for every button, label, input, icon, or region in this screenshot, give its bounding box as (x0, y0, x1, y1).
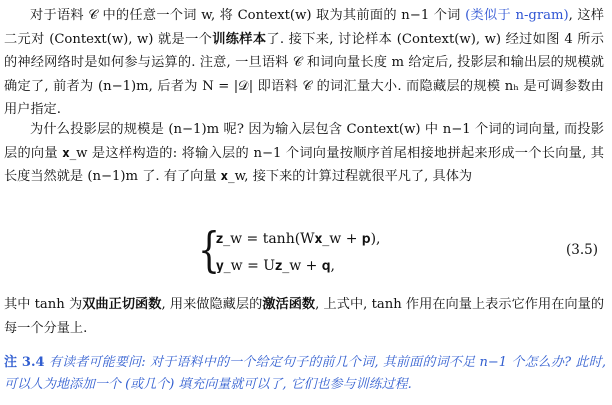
note-3-4 (4, 352, 606, 396)
paragraph-3-text-a: 其中 tanh 为 (4, 297, 83, 312)
note-label: 注 3.4 (4, 355, 45, 370)
paragraph-3-text-b: , 用来做隐藏层的 (161, 297, 263, 312)
ngram-reference-link[interactable]: (类似于 n-gram) (465, 8, 569, 23)
left-brace: { (198, 222, 220, 278)
paragraph-activation-function (4, 293, 604, 340)
equation-line-2: 𝐲_w = U𝐳_w + 𝐪, (216, 258, 335, 274)
note-text: 有读者可能要问: 对于语料中的一个给定句子的前几个词, 其前面的词不足 n−1 个怎么办? 此时, 可以人为地添加一个 (或几个) 填充向量就可以了, 它们也参与训练过程. (4, 355, 606, 392)
activation-function-term: 激活函数 (262, 297, 316, 312)
paragraph-sample-definition (4, 4, 604, 122)
paragraph-1-text-b: , 这样二元对 (Context(w), w) 就是一个 (4, 8, 604, 47)
equation-number: (3.5) (566, 242, 599, 258)
paragraph-1-text-c: 了. 接下来, 讨论样本 (Context(w), w) 经过如图 4 所示的神经网络时是如何参与运算的. 注意, 一旦语料 𝒞 和词向量长度 m 给定后, 投影层和输出层的规模就确定了, 前者为 (n−1)m, 后者为 N = |𝒟| 即语料 𝒞 的词汇量大小. 而隐藏层的规模 nₕ 是可调参数由用户指定. (4, 31, 604, 117)
hyperbolic-tangent-term: 双曲正切函数 (82, 297, 162, 312)
paragraph-1-text-a: 对于语料 𝒞 中的任意一个词 w, 将 Context(w) 取为其前面的 n−1 个词 (30, 8, 466, 23)
paragraph-3-text-c: , 上式中, tanh 作用在向量上表示它作用在向量的每一个分量上. (4, 297, 605, 336)
paragraph-projection-layer: 为什么投影层的规模是 (n−1)m 呢? 因为输入层包含 Context(w) 中 n−1 个词的词向量, 而投影层的向量 𝐱_w 是这样构造的: 将输入层的 n−1 个词向量按顺序首尾相接地拼起来形成一个长向量, 其长度当然就是 (n−1)m 了. 有了向量 𝐱_w, 接下来的计算过程就很平凡了, 具体为 (4, 122, 604, 184)
equation-3-5 (198, 222, 498, 282)
training-sample-term: 训练样本 (212, 31, 267, 47)
equation-line-1: 𝐳_w = tanh(W𝐱_w + 𝐩), (216, 231, 381, 247)
